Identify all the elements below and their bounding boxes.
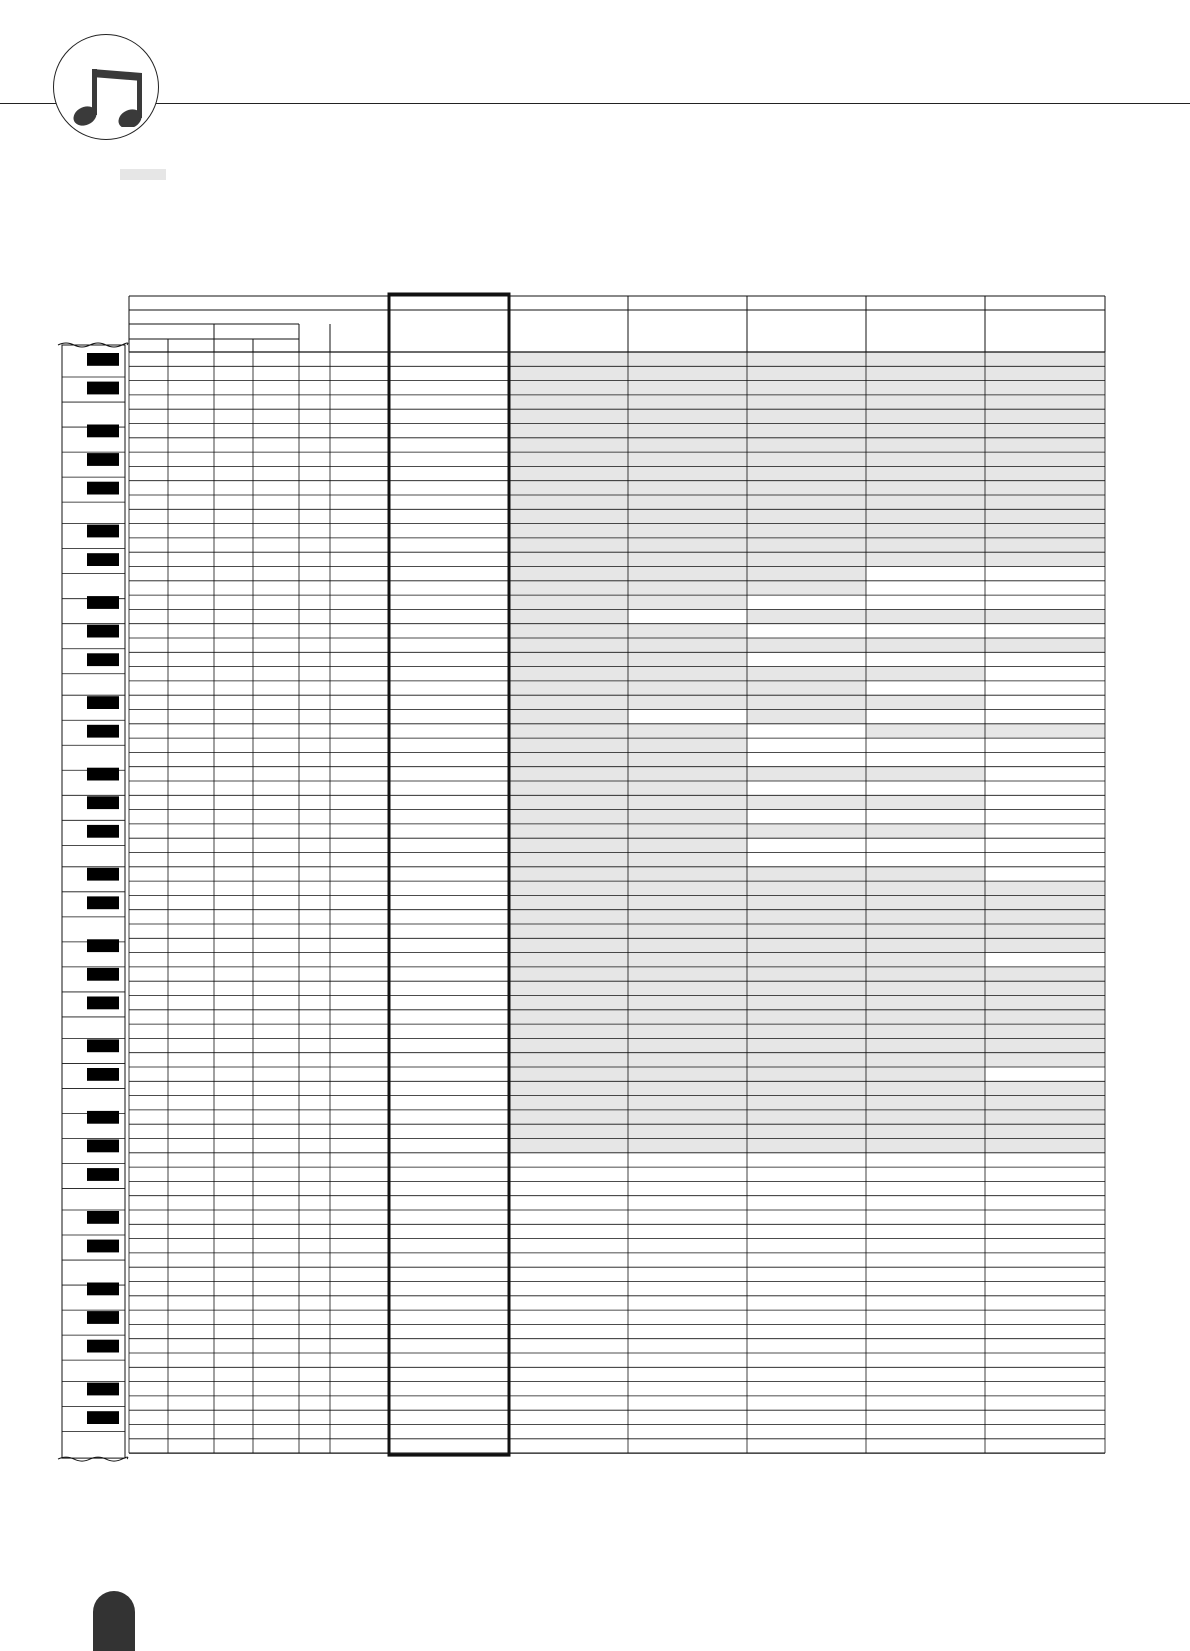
- black-key: [87, 825, 119, 838]
- shaded-cell-block: [866, 695, 985, 709]
- shaded-cell-block: [985, 638, 1105, 652]
- black-key: [87, 1340, 119, 1353]
- shaded-cell-block: [866, 667, 985, 681]
- black-key: [87, 868, 119, 881]
- black-key: [87, 968, 119, 981]
- shaded-cell-block: [866, 352, 985, 567]
- shaded-cell-block: [866, 638, 985, 652]
- black-key: [87, 1039, 119, 1052]
- shaded-cell-block: [985, 609, 1105, 623]
- shaded-cell-block: [866, 824, 985, 838]
- shaded-cell-block: [985, 967, 1105, 1067]
- shaded-cell-block: [747, 609, 866, 623]
- black-key: [87, 1283, 119, 1296]
- black-key: [87, 553, 119, 566]
- black-key: [87, 696, 119, 709]
- page-number-tab: [93, 1591, 135, 1651]
- black-key: [87, 1168, 119, 1181]
- shaded-cell-block: [985, 881, 1105, 953]
- shaded-cell-block: [866, 724, 985, 738]
- black-key: [87, 939, 119, 952]
- black-key: [87, 425, 119, 438]
- black-key: [87, 525, 119, 538]
- black-key: [87, 596, 119, 609]
- black-key: [87, 796, 119, 809]
- black-key: [87, 1240, 119, 1253]
- black-key: [87, 353, 119, 366]
- black-key: [87, 768, 119, 781]
- shaded-cell-block: [747, 638, 866, 652]
- black-key: [87, 482, 119, 495]
- black-key: [87, 1068, 119, 1081]
- black-key: [87, 382, 119, 395]
- black-key: [87, 1140, 119, 1153]
- black-key: [87, 653, 119, 666]
- black-key: [87, 453, 119, 466]
- black-key: [87, 1311, 119, 1324]
- black-key: [87, 896, 119, 909]
- black-key: [87, 1383, 119, 1396]
- black-key: [87, 725, 119, 738]
- shaded-cell-block: [866, 795, 985, 809]
- shaded-cell-block: [747, 795, 866, 809]
- shaded-cell-block: [985, 352, 1105, 567]
- shaded-cell-block: [866, 609, 985, 623]
- shaded-cell-block: [985, 724, 1105, 738]
- shaded-cell-block: [747, 824, 866, 838]
- black-key: [87, 1111, 119, 1124]
- black-key: [87, 1411, 119, 1424]
- shaded-cell-block: [747, 767, 866, 781]
- shaded-cell-block: [866, 767, 985, 781]
- black-key: [87, 997, 119, 1010]
- black-key: [87, 625, 119, 638]
- highlighted-column-box: [389, 294, 509, 1455]
- shaded-cell-block: [747, 352, 866, 595]
- shaded-cell-block: [985, 1081, 1105, 1153]
- black-key: [87, 1211, 119, 1224]
